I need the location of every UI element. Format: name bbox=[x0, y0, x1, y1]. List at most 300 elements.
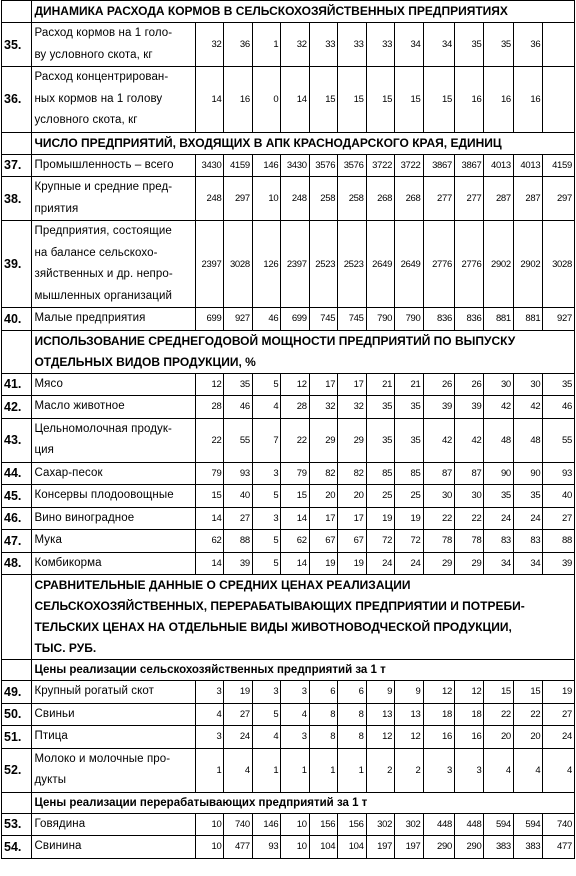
row-label bbox=[32, 67, 196, 133]
value-cell: 67 bbox=[309, 530, 337, 553]
row-label-line: Молоко и молочные про- bbox=[34, 752, 171, 765]
value-cell: 82 bbox=[338, 462, 366, 485]
value-cell: 477 bbox=[543, 836, 575, 859]
value-cell: 3722 bbox=[366, 154, 394, 177]
value-cell: 290 bbox=[423, 836, 454, 859]
value-cell: 2902 bbox=[513, 221, 542, 308]
value-cell: 24 bbox=[484, 507, 513, 530]
value-cell: 287 bbox=[484, 177, 513, 221]
value-cell: 42 bbox=[513, 396, 542, 419]
row-label-line: Свинина bbox=[34, 840, 82, 852]
row-number: 41. bbox=[2, 373, 32, 396]
row-label-line: Малые предприятия bbox=[34, 312, 146, 324]
value-cell: 32 bbox=[281, 23, 309, 67]
value-cell: 22 bbox=[484, 703, 513, 726]
value-cell: 277 bbox=[423, 177, 454, 221]
row-number: 44. bbox=[2, 462, 32, 485]
value-cell: 20 bbox=[309, 485, 337, 508]
value-cell: 39 bbox=[224, 552, 252, 575]
value-cell: 2 bbox=[395, 748, 423, 792]
section-title-line: ТЫС. РУБ. bbox=[34, 641, 97, 655]
value-cell: 34 bbox=[395, 23, 423, 67]
section-header-row bbox=[2, 1, 575, 23]
value-cell: 927 bbox=[543, 308, 575, 331]
row-label-line: Предприятия, состоящие bbox=[34, 225, 172, 237]
value-cell: 268 bbox=[395, 177, 423, 221]
value-cell: 14 bbox=[281, 67, 309, 133]
value-cell: 4 bbox=[484, 748, 513, 792]
value-cell: 14 bbox=[196, 67, 224, 133]
value-cell: 29 bbox=[423, 552, 454, 575]
row-label-line: Птица bbox=[34, 730, 68, 742]
row-label bbox=[32, 530, 196, 553]
row-label bbox=[32, 396, 196, 419]
value-cell: 25 bbox=[366, 485, 394, 508]
value-cell: 15 bbox=[395, 67, 423, 133]
table-row bbox=[2, 177, 575, 221]
value-cell: 88 bbox=[224, 530, 252, 553]
section-title bbox=[32, 132, 575, 154]
value-cell: 36 bbox=[224, 23, 252, 67]
section-header-row bbox=[2, 575, 575, 660]
value-cell: 2397 bbox=[281, 221, 309, 308]
row-number: 53. bbox=[2, 813, 32, 836]
value-cell: 15 bbox=[281, 485, 309, 508]
value-cell: 4 bbox=[196, 703, 224, 726]
value-cell: 302 bbox=[395, 813, 423, 836]
value-cell: 28 bbox=[196, 396, 224, 419]
value-cell: 27 bbox=[543, 507, 575, 530]
value-cell: 287 bbox=[513, 177, 542, 221]
value-cell: 7 bbox=[252, 418, 280, 462]
value-cell: 39 bbox=[423, 396, 454, 419]
value-cell: 3867 bbox=[423, 154, 454, 177]
value-cell: 4 bbox=[252, 726, 280, 749]
value-cell: 268 bbox=[366, 177, 394, 221]
row-label bbox=[32, 726, 196, 749]
value-cell bbox=[543, 67, 575, 133]
value-cell: 2649 bbox=[395, 221, 423, 308]
table-row bbox=[2, 418, 575, 462]
value-cell: 4013 bbox=[484, 154, 513, 177]
value-cell: 14 bbox=[281, 507, 309, 530]
value-cell: 4013 bbox=[513, 154, 542, 177]
value-cell: 24 bbox=[366, 552, 394, 575]
value-cell: 3 bbox=[281, 726, 309, 749]
value-cell: 87 bbox=[455, 462, 484, 485]
table-row bbox=[2, 23, 575, 67]
value-cell: 448 bbox=[455, 813, 484, 836]
row-label bbox=[32, 703, 196, 726]
row-number: 49. bbox=[2, 681, 32, 704]
value-cell: 15 bbox=[338, 67, 366, 133]
row-label-line: ция bbox=[34, 444, 55, 456]
value-cell: 62 bbox=[196, 530, 224, 553]
row-number: 35. bbox=[2, 23, 32, 67]
section-number-cell bbox=[2, 132, 32, 154]
value-cell: 40 bbox=[543, 485, 575, 508]
value-cell: 16 bbox=[455, 67, 484, 133]
value-cell: 12 bbox=[455, 681, 484, 704]
value-cell: 258 bbox=[338, 177, 366, 221]
value-cell: 90 bbox=[484, 462, 513, 485]
row-label bbox=[32, 507, 196, 530]
value-cell: 3576 bbox=[309, 154, 337, 177]
value-cell: 19 bbox=[309, 552, 337, 575]
value-cell: 15 bbox=[366, 67, 394, 133]
value-cell: 26 bbox=[423, 373, 454, 396]
value-cell: 302 bbox=[366, 813, 394, 836]
section-number-cell bbox=[2, 330, 32, 373]
value-cell: 16 bbox=[484, 67, 513, 133]
row-number: 39. bbox=[2, 221, 32, 308]
value-cell: 78 bbox=[423, 530, 454, 553]
section-title bbox=[32, 575, 575, 660]
table-row bbox=[2, 308, 575, 331]
value-cell: 19 bbox=[543, 681, 575, 704]
value-cell: 33 bbox=[338, 23, 366, 67]
value-cell: 17 bbox=[338, 373, 366, 396]
value-cell: 18 bbox=[423, 703, 454, 726]
value-cell: 27 bbox=[543, 703, 575, 726]
value-cell: 4 bbox=[513, 748, 542, 792]
row-label bbox=[32, 308, 196, 331]
row-label-line: зяйственных и др. непро- bbox=[34, 268, 173, 280]
value-cell: 24 bbox=[224, 726, 252, 749]
value-cell: 93 bbox=[543, 462, 575, 485]
row-label bbox=[32, 485, 196, 508]
value-cell: 19 bbox=[338, 552, 366, 575]
value-cell: 3576 bbox=[338, 154, 366, 177]
value-cell: 21 bbox=[366, 373, 394, 396]
value-cell: 836 bbox=[455, 308, 484, 331]
value-cell: 15 bbox=[196, 485, 224, 508]
row-label-line: Масло животное bbox=[34, 400, 125, 412]
value-cell: 10 bbox=[252, 177, 280, 221]
value-cell: 1 bbox=[196, 748, 224, 792]
value-cell: 22 bbox=[281, 418, 309, 462]
row-label bbox=[32, 836, 196, 859]
row-number: 50. bbox=[2, 703, 32, 726]
value-cell: 146 bbox=[252, 813, 280, 836]
row-number: 38. bbox=[2, 177, 32, 221]
value-cell: 248 bbox=[196, 177, 224, 221]
table-row bbox=[2, 396, 575, 419]
value-cell: 2523 bbox=[309, 221, 337, 308]
table-row bbox=[2, 67, 575, 133]
value-cell: 740 bbox=[543, 813, 575, 836]
value-cell: 3 bbox=[196, 681, 224, 704]
value-cell: 35 bbox=[484, 485, 513, 508]
value-cell: 1 bbox=[252, 23, 280, 67]
value-cell: 83 bbox=[484, 530, 513, 553]
row-label bbox=[32, 23, 196, 67]
value-cell: 35 bbox=[395, 418, 423, 462]
table-row bbox=[2, 485, 575, 508]
value-cell: 88 bbox=[543, 530, 575, 553]
row-label-line: условного скота, кг bbox=[34, 114, 138, 126]
value-cell: 156 bbox=[338, 813, 366, 836]
value-cell: 4 bbox=[252, 396, 280, 419]
table-row bbox=[2, 703, 575, 726]
value-cell: 33 bbox=[366, 23, 394, 67]
value-cell: 699 bbox=[196, 308, 224, 331]
subsection-title: Цены реализации сельскохозяйственных предприятий за 1 т bbox=[32, 660, 575, 681]
table-row bbox=[2, 552, 575, 575]
value-cell: 16 bbox=[455, 726, 484, 749]
value-cell: 72 bbox=[395, 530, 423, 553]
value-cell: 35 bbox=[484, 23, 513, 67]
value-cell: 3722 bbox=[395, 154, 423, 177]
row-label bbox=[32, 813, 196, 836]
value-cell: 42 bbox=[423, 418, 454, 462]
row-label-line: приятия bbox=[34, 202, 79, 215]
row-number: 47. bbox=[2, 530, 32, 553]
value-cell: 3430 bbox=[281, 154, 309, 177]
value-cell: 20 bbox=[484, 726, 513, 749]
value-cell: 12 bbox=[423, 681, 454, 704]
value-cell: 10 bbox=[281, 836, 309, 859]
value-cell: 85 bbox=[395, 462, 423, 485]
value-cell: 3 bbox=[423, 748, 454, 792]
value-cell: 87 bbox=[423, 462, 454, 485]
value-cell: 8 bbox=[309, 726, 337, 749]
value-cell: 881 bbox=[513, 308, 542, 331]
subsection-header-row bbox=[2, 792, 575, 813]
row-number: 54. bbox=[2, 836, 32, 859]
value-cell: 1 bbox=[309, 748, 337, 792]
section-title-line: ИСПОЛЬЗОВАНИЕ СРЕДНЕГОДОВОЙ МОЩНОСТИ ПРЕДПРИЯТИЙ ПО ВЫПУСКУ bbox=[34, 333, 516, 348]
value-cell: 740 bbox=[224, 813, 252, 836]
value-cell: 72 bbox=[366, 530, 394, 553]
value-cell: 19 bbox=[224, 681, 252, 704]
row-label-line: ву условного скота, кг bbox=[34, 48, 153, 61]
value-cell: 1 bbox=[338, 748, 366, 792]
value-cell: 13 bbox=[395, 703, 423, 726]
value-cell: 5 bbox=[252, 552, 280, 575]
value-cell: 20 bbox=[338, 485, 366, 508]
value-cell: 4 bbox=[281, 703, 309, 726]
value-cell: 2523 bbox=[338, 221, 366, 308]
row-label-line: Расход концентрирован- bbox=[34, 71, 169, 83]
section-title-line: СРАВНИТЕЛЬНЫЕ ДАННЫЕ О СРЕДНИХ ЦЕНАХ РЕАЛИЗАЦИИ bbox=[34, 578, 411, 592]
value-cell: 34 bbox=[513, 552, 542, 575]
section-number-cell bbox=[2, 575, 32, 660]
value-cell: 29 bbox=[338, 418, 366, 462]
value-cell: 12 bbox=[395, 726, 423, 749]
value-cell: 79 bbox=[281, 462, 309, 485]
value-cell: 67 bbox=[338, 530, 366, 553]
value-cell: 9 bbox=[366, 681, 394, 704]
value-cell: 27 bbox=[224, 703, 252, 726]
value-cell: 699 bbox=[281, 308, 309, 331]
value-cell: 25 bbox=[395, 485, 423, 508]
value-cell: 15 bbox=[484, 681, 513, 704]
value-cell: 383 bbox=[513, 836, 542, 859]
value-cell: 30 bbox=[513, 373, 542, 396]
value-cell: 21 bbox=[395, 373, 423, 396]
value-cell: 12 bbox=[281, 373, 309, 396]
row-label bbox=[32, 221, 196, 308]
value-cell: 46 bbox=[252, 308, 280, 331]
value-cell: 3430 bbox=[196, 154, 224, 177]
table-row bbox=[2, 813, 575, 836]
row-label-line: Мука bbox=[34, 534, 63, 546]
value-cell: 3 bbox=[455, 748, 484, 792]
value-cell: 16 bbox=[513, 67, 542, 133]
value-cell: 3 bbox=[252, 681, 280, 704]
value-cell: 22 bbox=[423, 507, 454, 530]
row-label-line: Консервы плодоовощные bbox=[34, 489, 174, 501]
value-cell: 40 bbox=[224, 485, 252, 508]
value-cell: 42 bbox=[484, 396, 513, 419]
value-cell: 277 bbox=[455, 177, 484, 221]
value-cell: 13 bbox=[366, 703, 394, 726]
row-number: 43. bbox=[2, 418, 32, 462]
value-cell: 745 bbox=[309, 308, 337, 331]
value-cell: 62 bbox=[281, 530, 309, 553]
value-cell: 32 bbox=[338, 396, 366, 419]
value-cell: 6 bbox=[309, 681, 337, 704]
value-cell: 55 bbox=[543, 418, 575, 462]
value-cell: 594 bbox=[513, 813, 542, 836]
row-label bbox=[32, 154, 196, 177]
value-cell: 12 bbox=[196, 373, 224, 396]
table-row bbox=[2, 373, 575, 396]
section-title bbox=[32, 1, 575, 23]
value-cell: 5 bbox=[252, 530, 280, 553]
row-label-line: Промышленность – всего bbox=[34, 158, 174, 171]
row-label-line: ных кормов на 1 голову bbox=[34, 92, 163, 105]
section-header-row bbox=[2, 330, 575, 373]
value-cell: 4159 bbox=[224, 154, 252, 177]
value-cell: 297 bbox=[224, 177, 252, 221]
value-cell: 93 bbox=[252, 836, 280, 859]
value-cell: 290 bbox=[455, 836, 484, 859]
value-cell: 3028 bbox=[224, 221, 252, 308]
value-cell: 297 bbox=[543, 177, 575, 221]
value-cell: 2 bbox=[366, 748, 394, 792]
section-title-line: ОТДЕЛЬНЫХ ВИДОВ ПРОДУКЦИИ, % bbox=[34, 354, 256, 369]
value-cell: 594 bbox=[484, 813, 513, 836]
value-cell: 3028 bbox=[543, 221, 575, 308]
value-cell: 8 bbox=[338, 726, 366, 749]
value-cell: 48 bbox=[484, 418, 513, 462]
row-number: 46. bbox=[2, 507, 32, 530]
table-body bbox=[2, 1, 575, 859]
row-label bbox=[32, 373, 196, 396]
value-cell: 17 bbox=[309, 373, 337, 396]
value-cell: 881 bbox=[484, 308, 513, 331]
section-title bbox=[32, 330, 575, 373]
value-cell bbox=[543, 23, 575, 67]
value-cell: 146 bbox=[252, 154, 280, 177]
value-cell: 55 bbox=[224, 418, 252, 462]
value-cell: 10 bbox=[196, 813, 224, 836]
value-cell: 30 bbox=[484, 373, 513, 396]
value-cell: 15 bbox=[309, 67, 337, 133]
value-cell: 448 bbox=[423, 813, 454, 836]
row-label-line: на балансе сельскохо- bbox=[34, 246, 158, 259]
value-cell: 12 bbox=[366, 726, 394, 749]
value-cell: 1 bbox=[281, 748, 309, 792]
value-cell: 2776 bbox=[455, 221, 484, 308]
row-number: 45. bbox=[2, 485, 32, 508]
value-cell: 0 bbox=[252, 67, 280, 133]
subsection-number-cell bbox=[2, 660, 32, 681]
value-cell: 26 bbox=[455, 373, 484, 396]
value-cell: 39 bbox=[455, 396, 484, 419]
value-cell: 248 bbox=[281, 177, 309, 221]
value-cell: 1 bbox=[252, 748, 280, 792]
table-row bbox=[2, 530, 575, 553]
value-cell: 24 bbox=[513, 507, 542, 530]
section-title-line: ЧИСЛО ПРЕДПРИЯТИЙ, ВХОДЯЩИХ В АПК КРАСНОДАРСКОГО КРАЯ, ЕДИНИЦ bbox=[34, 135, 502, 150]
value-cell: 3 bbox=[252, 507, 280, 530]
value-cell: 46 bbox=[543, 396, 575, 419]
value-cell: 16 bbox=[423, 726, 454, 749]
value-cell: 78 bbox=[455, 530, 484, 553]
table-row bbox=[2, 462, 575, 485]
value-cell: 9 bbox=[395, 681, 423, 704]
value-cell: 790 bbox=[395, 308, 423, 331]
row-label bbox=[32, 748, 196, 792]
row-number: 36. bbox=[2, 67, 32, 133]
value-cell: 35 bbox=[395, 396, 423, 419]
value-cell: 35 bbox=[366, 396, 394, 419]
data-table bbox=[1, 0, 575, 859]
table-row bbox=[2, 154, 575, 177]
value-cell: 34 bbox=[423, 23, 454, 67]
row-number: 52. bbox=[2, 748, 32, 792]
value-cell: 2397 bbox=[196, 221, 224, 308]
value-cell: 6 bbox=[338, 681, 366, 704]
row-label-line: Говядина bbox=[34, 817, 86, 830]
value-cell: 42 bbox=[455, 418, 484, 462]
subsection-number-cell bbox=[2, 792, 32, 813]
value-cell: 927 bbox=[224, 308, 252, 331]
table-row bbox=[2, 726, 575, 749]
section-header-row bbox=[2, 132, 575, 154]
value-cell: 197 bbox=[366, 836, 394, 859]
row-number: 48. bbox=[2, 552, 32, 575]
value-cell: 790 bbox=[366, 308, 394, 331]
value-cell: 5 bbox=[252, 373, 280, 396]
row-label-line: мышленных организаций bbox=[34, 289, 172, 302]
row-label-line: Свиньи bbox=[34, 707, 75, 720]
value-cell: 2902 bbox=[484, 221, 513, 308]
value-cell: 35 bbox=[366, 418, 394, 462]
value-cell: 3 bbox=[281, 681, 309, 704]
table-row bbox=[2, 836, 575, 859]
row-number: 51. bbox=[2, 726, 32, 749]
value-cell: 104 bbox=[309, 836, 337, 859]
row-label bbox=[32, 462, 196, 485]
row-label bbox=[32, 177, 196, 221]
value-cell: 46 bbox=[224, 396, 252, 419]
row-label bbox=[32, 552, 196, 575]
value-cell: 35 bbox=[224, 373, 252, 396]
value-cell: 14 bbox=[196, 552, 224, 575]
row-label-line: дукты bbox=[34, 774, 67, 786]
row-number: 37. bbox=[2, 154, 32, 177]
value-cell: 3 bbox=[252, 462, 280, 485]
value-cell: 22 bbox=[455, 507, 484, 530]
row-label-line: Мясо bbox=[34, 377, 63, 390]
value-cell: 34 bbox=[484, 552, 513, 575]
value-cell: 19 bbox=[395, 507, 423, 530]
value-cell: 10 bbox=[196, 836, 224, 859]
